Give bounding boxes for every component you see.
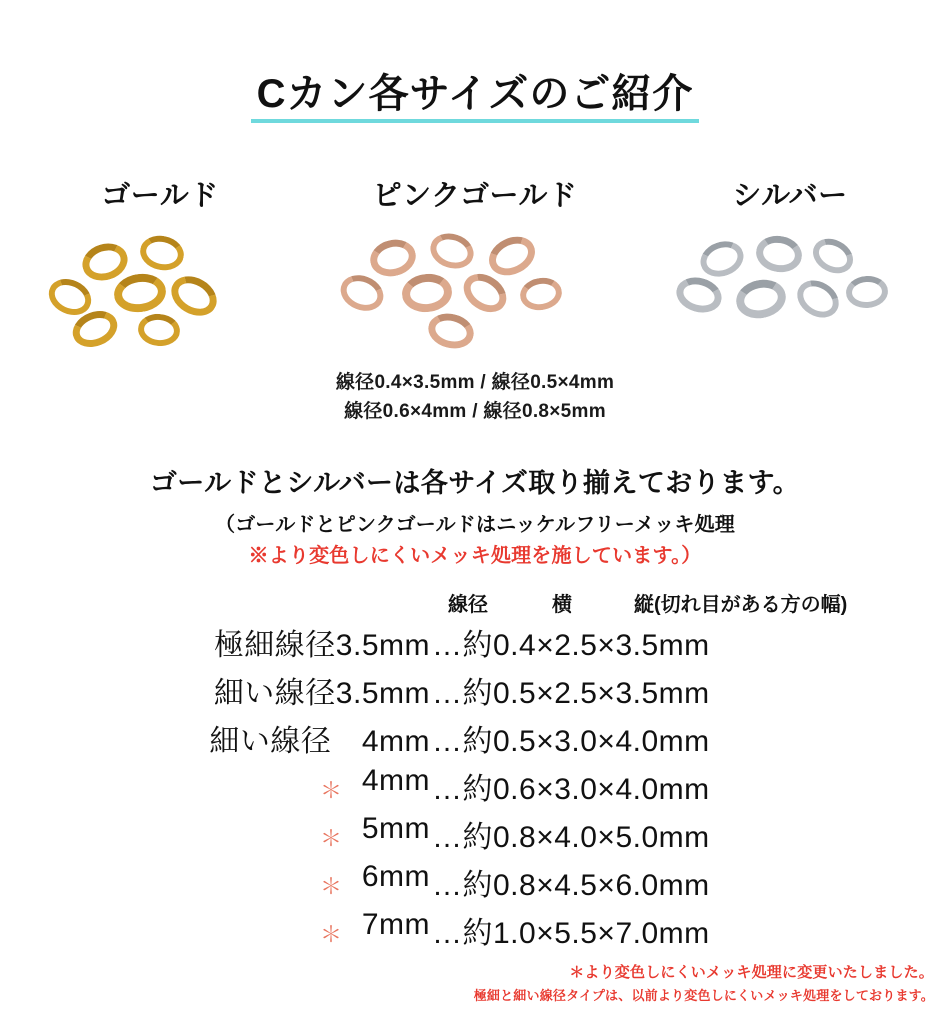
page-title-text: Cカン各サイズのご紹介 [256,72,694,116]
jump-ring [366,235,419,281]
asterisk-icon: ＊ [320,825,343,851]
jump-ring [753,232,805,275]
jump-ring [845,275,889,310]
size-row-value: …約0.5×3.0×4.0mm [432,724,710,758]
size-row-label: 5mm [361,811,430,845]
jump-ring [426,228,478,274]
jump-ring [672,272,726,317]
jump-ring [518,275,565,314]
header-wire: 線径 [448,593,488,616]
group-silver-label: シルバー [732,180,848,212]
jump-ring [807,232,859,280]
size-row-label: 4mm [361,763,430,797]
size-row-value: …約0.8×4.0×5.0mm [432,820,710,854]
color-groups [0,173,950,427]
footer-notes [474,961,934,1004]
size-row [0,860,950,908]
size-row [0,620,950,668]
size-row-label: 極細線径3.5mm [213,628,430,662]
size-row-label: 細い線径 4mm [209,724,430,758]
group-pinkgold [310,173,640,427]
footer-note-2: 極細と細い線径タイプは、以前より変色しにくいメッキ処理をしております。 [473,988,934,1003]
size-row-value: …約0.5×2.5×3.5mm [432,676,710,710]
jump-ring [425,309,478,353]
jump-ring [483,229,542,282]
pinkgold-spec-lines [310,368,640,427]
notes-block [0,461,950,568]
gold-ring-cluster [10,234,310,364]
title-underline [251,119,700,123]
silver-ring-cluster [640,234,940,364]
jump-ring [136,312,181,348]
size-table [0,588,950,956]
note-main: ゴールドとシルバーは各サイズ取り揃えております。 [149,467,801,498]
asterisk-icon: ＊ [320,777,343,803]
size-table-rows [0,620,950,956]
note-red: ※より変色しにくいメッキ処理を施しています。） [248,544,702,567]
header-width: 横 [552,593,572,616]
size-row-label: 細い線径3.5mm [213,676,430,710]
jump-ring [137,232,187,274]
size-row-value: …約1.0×5.5×7.0mm [432,916,710,950]
group-pinkgold-label: ピンクゴールド [372,180,578,212]
header-height: 縦(切れ目がある方の幅) [634,593,848,616]
size-row [0,908,950,956]
spec-line-1: 線径0.4×3.5mm / 線径0.5×4mm [335,372,615,393]
asterisk-icon: ＊ [320,873,343,899]
jump-ring [112,271,169,316]
size-row [0,812,950,860]
size-row [0,716,950,764]
pinkgold-ring-cluster [310,234,640,364]
group-gold-label: ゴールド [101,180,219,212]
size-table-headers [0,588,950,616]
page-title [251,62,700,125]
note-sub: （ゴールドとピンクゴールドはニッケルフリーメッキ処理 [215,513,735,536]
size-row-value: …約0.4×2.5×3.5mm [432,628,710,662]
group-silver [640,173,940,364]
size-row-label: 7mm [361,907,430,941]
jump-ring [335,269,389,317]
asterisk-icon: ＊ [320,921,343,947]
size-row-label: 6mm [361,859,430,893]
jump-ring [790,273,845,325]
size-row [0,764,950,812]
jump-ring [733,275,790,323]
footer-note-1: ＊より変色しにくいメッキ処理に変更いたしました。 [569,964,934,981]
size-row-value: …約0.8×4.5×6.0mm [432,868,710,902]
size-row [0,668,950,716]
jump-ring [696,236,749,283]
jump-ring [164,268,224,323]
group-gold [10,173,310,364]
jump-ring [400,271,454,314]
size-row-value: …約0.6×3.0×4.0mm [432,772,710,806]
spec-line-2: 線径0.6×4mm / 線径0.8×5mm [344,401,606,423]
title-section [0,62,950,125]
